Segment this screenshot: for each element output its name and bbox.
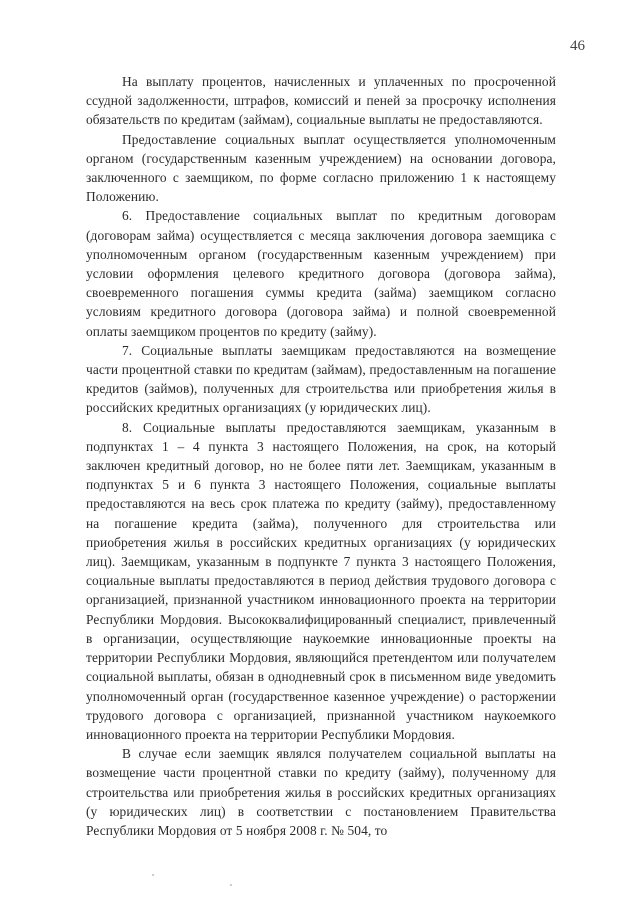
paragraph-clause-7: 7. Социальные выплаты заемщикам предоставляются на возмещение части процентной ставки по кредитам (займам), предоставленным на погашение кредитов (займов), полученных для строительства или приобретения жилья в российских кредитных организациях (у юридических лиц). [86, 342, 556, 416]
paragraph-clause-6: 6. Предоставление социальных выплат по кредитным договорам (договорам займа) осуществляется с месяца заключения договора заемщика с уполномоченным органом (государственным казенным учреждением) при условии оформления целевого кредитного договора (договора займа), своевременного погашения суммы кредита (займа) заемщиком согласно условиям кредитного договора (договора займа) и полной своевременной оплаты заемщиком процентов по кредиту (займу). [86, 208, 556, 339]
paragraph-interest-exclusion: На выплату процентов, начисленных и уплаченных по просроченной ссудной задолженности, штрафов, комиссий и пеней за просрочку исполнения обязательств по кредитам (займам), социальные выплаты не предоставляются. [86, 74, 556, 128]
scan-speck [152, 874, 154, 876]
paragraph-clause-8: 8. Социальные выплаты предоставляются заемщикам, указанным в подпунктах 1 – 4 пункта 3 настоящего Положения, на срок, на который заключен кредитный договор, но не более пяти лет. Заемщикам, указанным в подпунктах 5 и 6 пункта 3 настоящего Положения, социальные выплаты предоставляются на весь срок платежа по кредиту (займу), предоставленному на погашение кредита (займа), полученного для строительства или приобретения жилья в российских кредитных организациях (у юридических лиц). Заемщикам, указанным в подпункте 7 пункта 3 настоящего Положения, социальные выплаты предоставляются в период действия трудового договора с организацией, признанной участником инновационного проекта на территории Республики Мордовия. Высококвалифицированный специалист, привлеченный в организации, осуществляющие наукоемкие инновационные проекты на территории Республики Мордовия, являющийся претендентом или получателем социальной выплаты, обязан в однодневный срок в письменном виде уведомить уполномоченный орган (государственное казенное учреждение) о расторжении трудового договора с организацией, признанной участником наукоемкого инновационного проекта на территории Республики Мордовия. [86, 419, 556, 742]
scan-speck [230, 884, 232, 886]
page-number: 46 [570, 38, 585, 54]
paragraph-provision-basis: Предоставление социальных выплат осуществляется уполномоченным органом (государственным казенным учреждением) на основании договора, заключенного с заемщиком, по форме согласно приложению 1 к настоящему Положению. [86, 131, 556, 205]
paragraph-previous-recipient: В случае если заемщик являлся получателем социальной выплаты на возмещение части процентной ставки по кредиту (займу), полученному для строительства или приобретения жилья в российских кредитных организациях (у юридических лиц) в соответствии с постановлением Правительства Республики Мордовия от 5 ноября 2008 г. № 504, то [86, 746, 556, 838]
document-body [86, 72, 556, 840]
